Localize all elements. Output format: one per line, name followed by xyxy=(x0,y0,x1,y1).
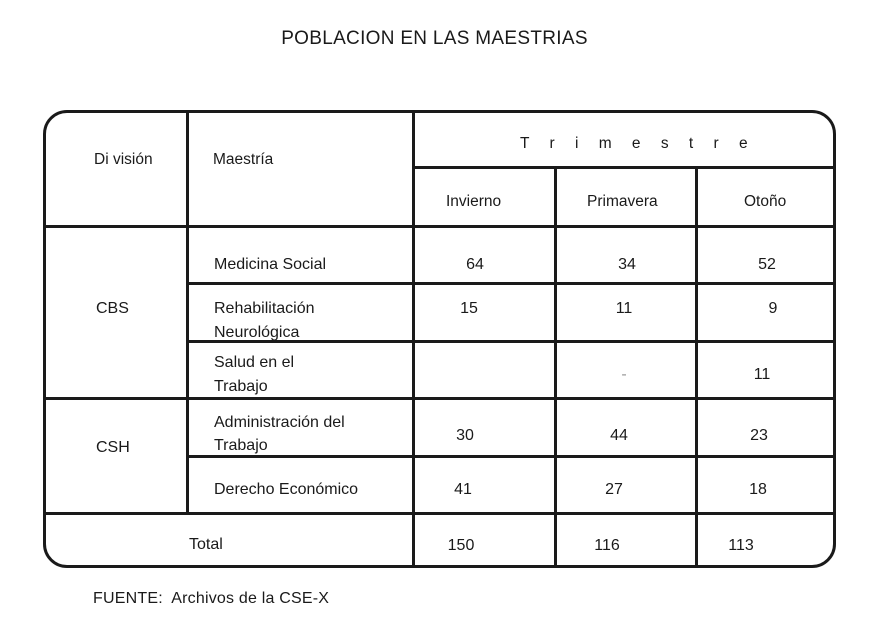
cell-otono: 18 xyxy=(749,481,767,498)
divider xyxy=(186,113,189,513)
maestria-label: Administración del xyxy=(214,414,345,431)
total-otono: 113 xyxy=(728,537,754,554)
maestria-label: Trabajo xyxy=(214,437,268,454)
header-otono: Otoño xyxy=(744,193,787,210)
cell-primavera: 27 xyxy=(605,481,623,498)
total-invierno: 150 xyxy=(447,537,475,554)
cell-primavera: 34 xyxy=(618,256,636,273)
cell-otono: 52 xyxy=(758,256,776,273)
cell-invierno: 41 xyxy=(454,481,472,498)
cell-invierno: 15 xyxy=(460,300,478,317)
source-note: FUENTE: Archivos de la CSE-X xyxy=(93,590,330,607)
divider xyxy=(46,512,836,515)
header-invierno: Invierno xyxy=(446,193,502,210)
cell-primavera: 44 xyxy=(610,427,628,444)
divider xyxy=(186,282,836,285)
divider xyxy=(46,225,836,228)
divider xyxy=(695,166,698,568)
maestria-label: Medicina Social xyxy=(214,256,327,273)
population-table xyxy=(43,110,836,568)
divider xyxy=(554,166,557,568)
division-label: CBS xyxy=(96,300,129,317)
divider xyxy=(413,166,836,169)
divider xyxy=(186,455,836,458)
cell-invierno: 30 xyxy=(456,427,474,444)
divider xyxy=(46,397,836,400)
header-division: Di visión xyxy=(94,151,153,168)
maestria-label: Trabajo xyxy=(214,378,268,395)
page-title: POBLACION EN LAS MAESTRIAS xyxy=(281,28,588,49)
header-trimestre: T r i m e s t r e xyxy=(520,135,756,152)
maestria-label: Rehabilitación xyxy=(214,300,315,317)
division-label: CSH xyxy=(96,439,130,456)
total-label: Total xyxy=(189,536,223,553)
cell-otono: 23 xyxy=(750,427,768,444)
cell-otono: 9 xyxy=(768,300,778,317)
cell-primavera: 11 xyxy=(615,300,633,317)
header-primavera: Primavera xyxy=(587,193,658,210)
maestria-label: Salud en el xyxy=(214,354,295,371)
cell-invierno: 64 xyxy=(466,256,484,273)
header-maestria: Maestría xyxy=(213,151,274,168)
divider xyxy=(412,113,415,568)
cell-primavera: - xyxy=(621,366,627,383)
total-primavera: 116 xyxy=(594,537,620,554)
maestria-label: Derecho Económico xyxy=(214,481,359,498)
maestria-label: Neurológica xyxy=(214,324,300,341)
cell-otono: 11 xyxy=(753,366,771,383)
